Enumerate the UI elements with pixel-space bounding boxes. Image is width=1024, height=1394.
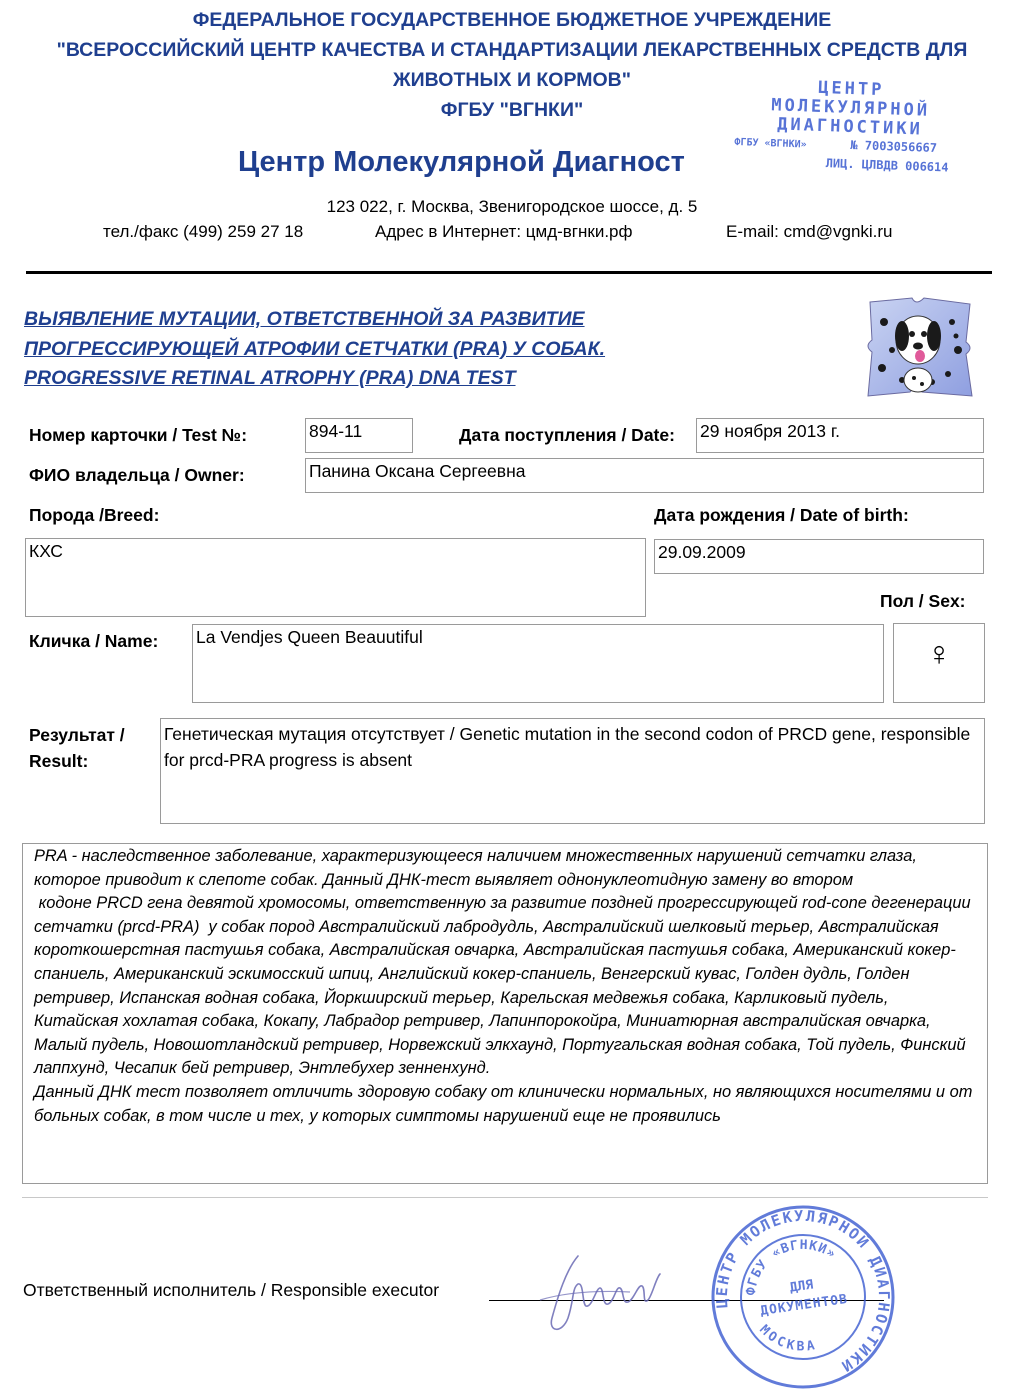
postal-address: 123 022, г. Москва, Звенигородское шоссе, д. 5: [326, 197, 698, 216]
breed-field[interactable]: КХС: [25, 538, 646, 617]
test-no-label: Номер карточки / Test №:: [29, 425, 248, 445]
round-stamp-center-1: ДЛЯ: [788, 1277, 815, 1296]
description-paragraph-1: PRA - наследственное заболевание, характеризующееся наличием множественных нарушений сетчатки глаза, которое приводит к слепоте собак. Данный ДНК-тест выявляет однонуклеотидную замену во втором кодоне PRCD гена девятой хромосомы, ответственную за развитие поздней прогрессирующей rod-cone дегенерации сетчатки (prcd-PRA) у собак пород Австралийский лабродудль, Австралийский шелковый терьер, Австралийская короткошерстная пастушья собака, Австралийская овчарка, Австралийская пастушья собака, Американский кокер-спаниель, Американский эскимосский шпиц, Английский кокер-спаниель, Венгерский кувас, Голден дудль, Голден ретривер, Испанская водная собака, Йоркширский терьер, Карельская медвежья собака, Карликовый пудель, Китайская хохлатая собака, Кокапу, Лабрадор ретривер, Лапинпорокойра, Миниатюрная австралийская овчарка, Малый пудель, Новошотландский ретривер, Норвежский элкхаунд, Португальская водная собака, Той пудель, Финский лаппхунд, Чесапик бей ретривер, Энтлебухер зенненхунд.: [34, 847, 971, 1078]
footer-divider: [22, 1197, 988, 1198]
institution-line-2: "ВСЕРОССИЙСКИЙ ЦЕНТР КАЧЕСТВА И СТАНДАРТИЗАЦИИ ЛЕКАРСТВЕННЫХ СРЕДСТВ ДЛЯ: [56, 39, 968, 61]
owner-field[interactable]: Панина Оксана Сергеевна: [305, 458, 984, 493]
name-label: Кличка / Name:: [29, 631, 159, 651]
center-stamp: [715, 72, 985, 182]
name-field[interactable]: La Vendjes Queen Beauutiful: [192, 624, 884, 703]
round-stamp-center-2: ДОКУМЕНТОВ: [759, 1291, 849, 1319]
dob-label: Дата рождения / Date of birth:: [654, 505, 909, 525]
header-divider: [26, 271, 992, 274]
breed-label: Порода /Breed:: [29, 505, 160, 525]
phone-fax: тел./факс (499) 259 27 18: [103, 222, 304, 241]
female-symbol-icon: ♀: [926, 635, 952, 673]
sex-field[interactable]: [893, 623, 985, 703]
description-paragraph-2: Данный ДНК тест позволяет отличить здоровую собаку от клинически нормальных, но являющихся носителями и от больных собак, в том числе и тех, у которых симптомы нарушений еще не проявились: [34, 1082, 977, 1125]
test-title-line-2: ПРОГРЕССИРУЮЩЕЙ АТРОФИИ СЕТЧАТКИ (PRA) У СОБАК.: [24, 338, 606, 360]
test-title-line-1: ВЫЯВЛЕНИЕ МУТАЦИИ, ОТВЕТСТВЕННОЙ ЗА РАЗВИТИЕ: [24, 308, 585, 330]
result-label-1: Результат /: [29, 725, 125, 745]
stamp-line-4-right: № 7003056667: [850, 138, 938, 156]
description-box: [22, 843, 988, 1184]
website: Адрес в Интернет: цмд-вгнки.рф: [375, 222, 633, 241]
round-stamp-bottom-text: МОСКВА: [756, 1322, 819, 1355]
stamp-line-4-left: ФГБУ «ВГНКИ»: [734, 136, 807, 151]
stamp-line-2: МОЛЕКУЛЯРНОЙ: [770, 95, 931, 121]
center-name: Центр Молекулярной Диагност: [238, 146, 685, 178]
owner-label: ФИО владельца / Owner:: [29, 465, 245, 485]
round-stamp: [708, 1205, 898, 1390]
dalmatian-logo-icon: [862, 292, 980, 404]
dob-field[interactable]: 29.09.2009: [654, 539, 984, 574]
email: E-mail: cmd@vgnki.ru: [726, 222, 893, 241]
result-field[interactable]: Генетическая мутация отсутствует / Genetic mutation in the second codon of PRCD gene, responsible for prcd-PRA progress is absent: [160, 718, 985, 824]
date-received-field[interactable]: 29 ноября 2013 г.: [696, 418, 984, 453]
stamp-line-1: ЦЕНТР: [817, 77, 885, 101]
result-label-2: Result:: [29, 751, 89, 771]
institution-line-1: ФЕДЕРАЛЬНОЕ ГОСУДАРСТВЕННОЕ БЮДЖЕТНОЕ УЧРЕЖДЕНИЕ: [192, 9, 832, 31]
signature-icon: [530, 1248, 670, 1343]
test-title-line-3: PROGRESSIVE RETINAL ATROPHY (PRA) DNA TEST: [24, 367, 516, 389]
stamp-line-3: ДИАГНОСТИКИ: [776, 114, 924, 140]
date-received-label: Дата поступления / Date:: [459, 425, 675, 445]
test-no-field[interactable]: 894-11: [305, 418, 413, 453]
sex-label: Пол / Sex:: [880, 591, 966, 611]
round-stamp-outer-text: ЦЕНТР МОЛЕКУЛЯРНОЙ ДИАГНОСТИКИ: [712, 1206, 894, 1377]
institution-line-3: ЖИВОТНЫХ И КОРМОВ": [393, 69, 631, 91]
stamp-line-5: ЛИЦ. ЦЛВДВ 006614: [825, 156, 949, 175]
institution-abbrev: ФГБУ "ВГНКИ": [440, 99, 584, 121]
round-stamp-inner-text: ФГБУ «ВГНКИ»: [743, 1237, 839, 1297]
executor-label: Ответственный исполнитель / Responsible executor: [23, 1280, 440, 1300]
